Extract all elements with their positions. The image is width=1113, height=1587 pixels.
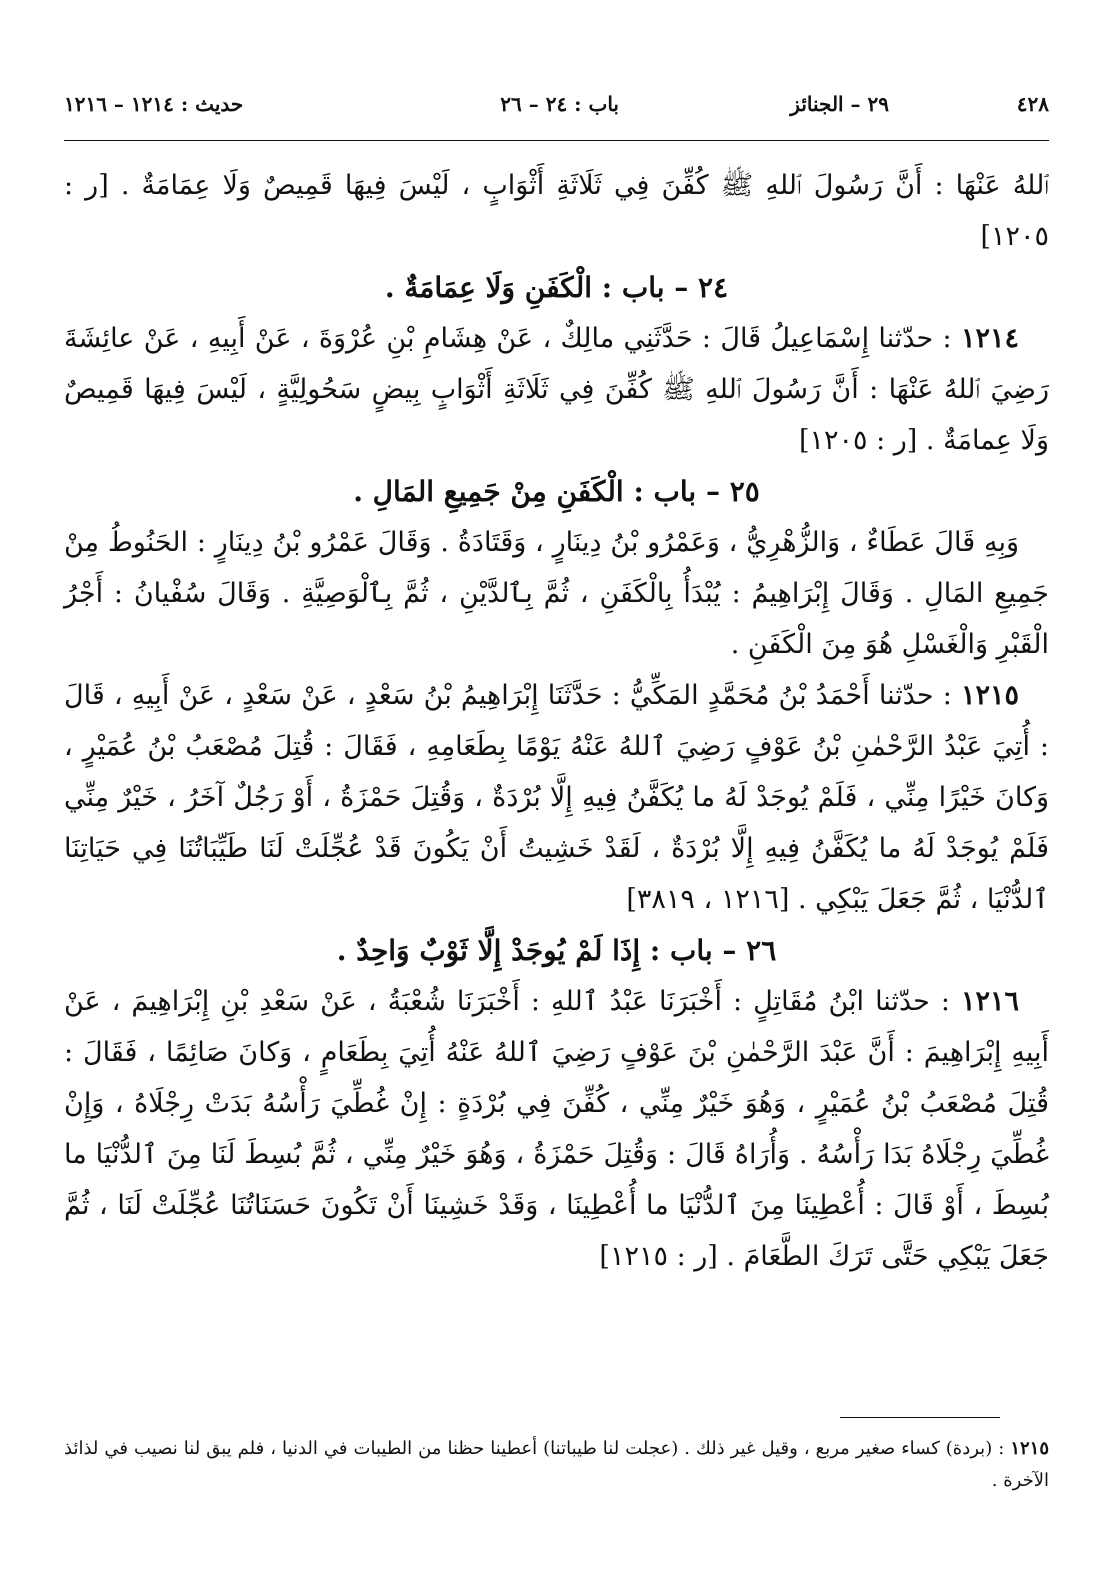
footnote-rule (840, 1417, 1000, 1418)
book-title: ٢٩ – الجنائز (790, 92, 889, 116)
hadith-1215 (64, 670, 1049, 925)
footnote-number: ١٢١٥ (1010, 1438, 1049, 1459)
continuation-paragraph: ٱللهُ عَنْهَا : أَنَّ رَسُولَ ٱللهِ ﷺ كُفِّنَ فِي ثَلَاثَةِ أَثْوَابٍ ، لَيْسَ فِيهَا قَمِيصٌ وَلَا عِمَامَةٌ . [ر : ١٢٠٥] (64, 170, 1049, 252)
footnote-text: : (بردة) كساء صغير مربع ، وقيل غير ذلك . (عجلت لنا طيباتنا) أعطينا حظنا من الطيبات في الدنيا ، فلم يبق لنا نصيب في لذائذ الآخرة . (64, 1438, 1049, 1491)
chapter-heading-26: ٢٦ – باب : إِذَا لَمْ يُوجَدْ إِلَّا ثَوْبٌ وَاحِدٌ . (336, 934, 777, 967)
hadith-number: ١٢١٦ (960, 986, 1019, 1017)
hadith-text: : حدّثنا ابْنُ مُقَاتِلٍ : أَخْبَرَنَا عَبْدُ ٱللهِ : أَخْبَرَنَا شُعْبَةُ ، عَنْ سَعْدِ بْنِ إِبْرَاهِيمَ ، عَنْ أَبِيهِ إِبْرَاهِيمَ : أَنَّ عَبْدَ الرَّحْمٰنِ بْنَ عَوْفٍ رَضِيَ ٱللهُ عَنْهُ أُتِيَ بِطَعَامٍ ، وَكانَ صَائِمًا ، فَقَالَ : قُتِلَ مُصْعَبُ بْنُ عُمَيْرٍ ، وَهُوَ خَيْرٌ مِنِّي ، كُفِّنَ فِي بُرْدَةٍ : إِنْ غُطِّيَ رَأْسُهُ بَدَتْ رِجْلَاهُ ، وَإِنْ غُطِّيَ رِجْلَاهُ بَدَا رَأْسُهُ . وَأُرَاهُ قَالَ : وَقُتِلَ حَمْزَةُ ، وَهُوَ خَيْرٌ مِنِّي ، ثُمَّ بُسِطَ لَنَا مِنَ ٱلدُّنْيَا ما بُسِطَ ، أَوْ قَالَ : أُعْطِينَا مِنَ ٱلدُّنْيَا ما أُعْطِينَا ، وَقَدْ خَشِينَا أَنْ تَكُونَ حَسَنَاتُنَا عُجِّلَتْ لَنَا ، ثُمَّ جَعَلَ يَبْكِي حَتَّى تَرَكَ الطَّعَامَ . [ر : ١٢١٥] (64, 986, 1049, 1272)
footnote (64, 1433, 1049, 1497)
hadith-range: حديث : ١٢١٤ – ١٢١٦ (64, 92, 244, 116)
hadith-text: : حدّثنا أَحْمَدُ بْنُ مُحَمَّدٍ المَكِّيُّ : حَدَّثَنَا إِبْرَاهِيمُ بْنُ سَعْدٍ ، عَنْ سَعْدٍ ، عَنْ أَبِيهِ ، قَالَ : أُتِيَ عَبْدُ الرَّحْمٰنِ بْنُ عَوْفٍ رَضِيَ ٱللهُ عَنْهُ يَوْمًا بِطَعَامِهِ ، فَقَالَ : قُتِلَ مُصْعَبُ بْنُ عُمَيْرٍ ، وَكانَ خَيْرًا مِنِّي ، فَلَمْ يُوجَدْ لَهُ ما يُكَفَّنُ فِيهِ إِلَّا بُرْدَةٌ ، وَقُتِلَ حَمْزَةُ ، أَوْ رَجُلٌ آخَرُ ، خَيْرٌ مِنِّي فَلَمْ يُوجَدْ لَهُ ما يُكَفَّنُ فِيهِ إِلَّا بُرْدَةٌ ، لَقَدْ خَشِيتُ أَنْ يَكُونَ قَدْ عُجِّلَتْ لَنَا طَيِّبَاتُنَا فِي حَيَاتِنَا ٱلدُّنْيَا ، ثُمَّ جَعَلَ يَبْكِي . [١٢١٦ ، ٣٨١٩] (64, 680, 1049, 915)
hadith-1216 (64, 976, 1049, 1282)
header-rule (64, 140, 1049, 141)
hadith-number: ١٢١٥ (960, 680, 1019, 711)
running-header (64, 88, 1049, 128)
chapter-25-text: وَبِهِ قَالَ عَطَاءٌ ، وَالزُّهْرِيُّ ، وَعَمْرُو بْنُ دِينَارٍ ، وَقَتَادَةُ . وَقَالَ عَمْرُو بْنُ دِينَارٍ : الحَنُوطُ مِنْ جَمِيعِ المَالِ . وَقَالَ إِبْرَاهِيمُ : يُبْدَأُ بِالْكَفَنِ ، ثُمَّ بِٱلدَّيْنِ ، ثُمَّ بِٱلْوَصِيَّةِ . وَقَالَ سُفْيانُ : أَجْرُ الْقَبْرِ وَالْغَسْلِ هُوَ مِنَ الْكَفَنِ . (64, 527, 1049, 660)
main-text (64, 160, 1049, 1282)
chapter-heading-25: ٢٥ – باب : الْكَفَنِ مِنْ جَمِيعِ المَالِ . (353, 475, 760, 508)
hadith-1214 (64, 313, 1049, 466)
hadith-number: ١٢١٤ (960, 323, 1019, 354)
footnote-1215 (64, 1433, 1049, 1497)
page-number: ٤٢٨ (1016, 92, 1049, 116)
hadith-text: : حدّثنا إِسْمَاعِيلُ قَالَ : حَدَّثَنِي مالِكٌ ، عَنْ هِشَامِ بْنِ عُرْوَةَ ، عَنْ أَبِيهِ ، عَنْ عائِشَةَ رَضِيَ ٱللهُ عَنْهَا : أَنَّ رَسُولَ ٱللهِ ﷺ كُفِّنَ فِي ثَلَاثَةِ أَثْوَابٍ بِيضٍ سَحُولِيَّةٍ ، لَيْسَ فِيهَا قَمِيصٌ وَلَا عِمامَةٌ . [ر : ١٢٠٥] (64, 323, 1049, 456)
chapter-range: باب : ٢٤ – ٢٦ (500, 92, 619, 116)
chapter-heading-24: ٢٤ – باب : الْكَفَنِ وَلَا عِمَامَةٌ . (384, 271, 729, 304)
